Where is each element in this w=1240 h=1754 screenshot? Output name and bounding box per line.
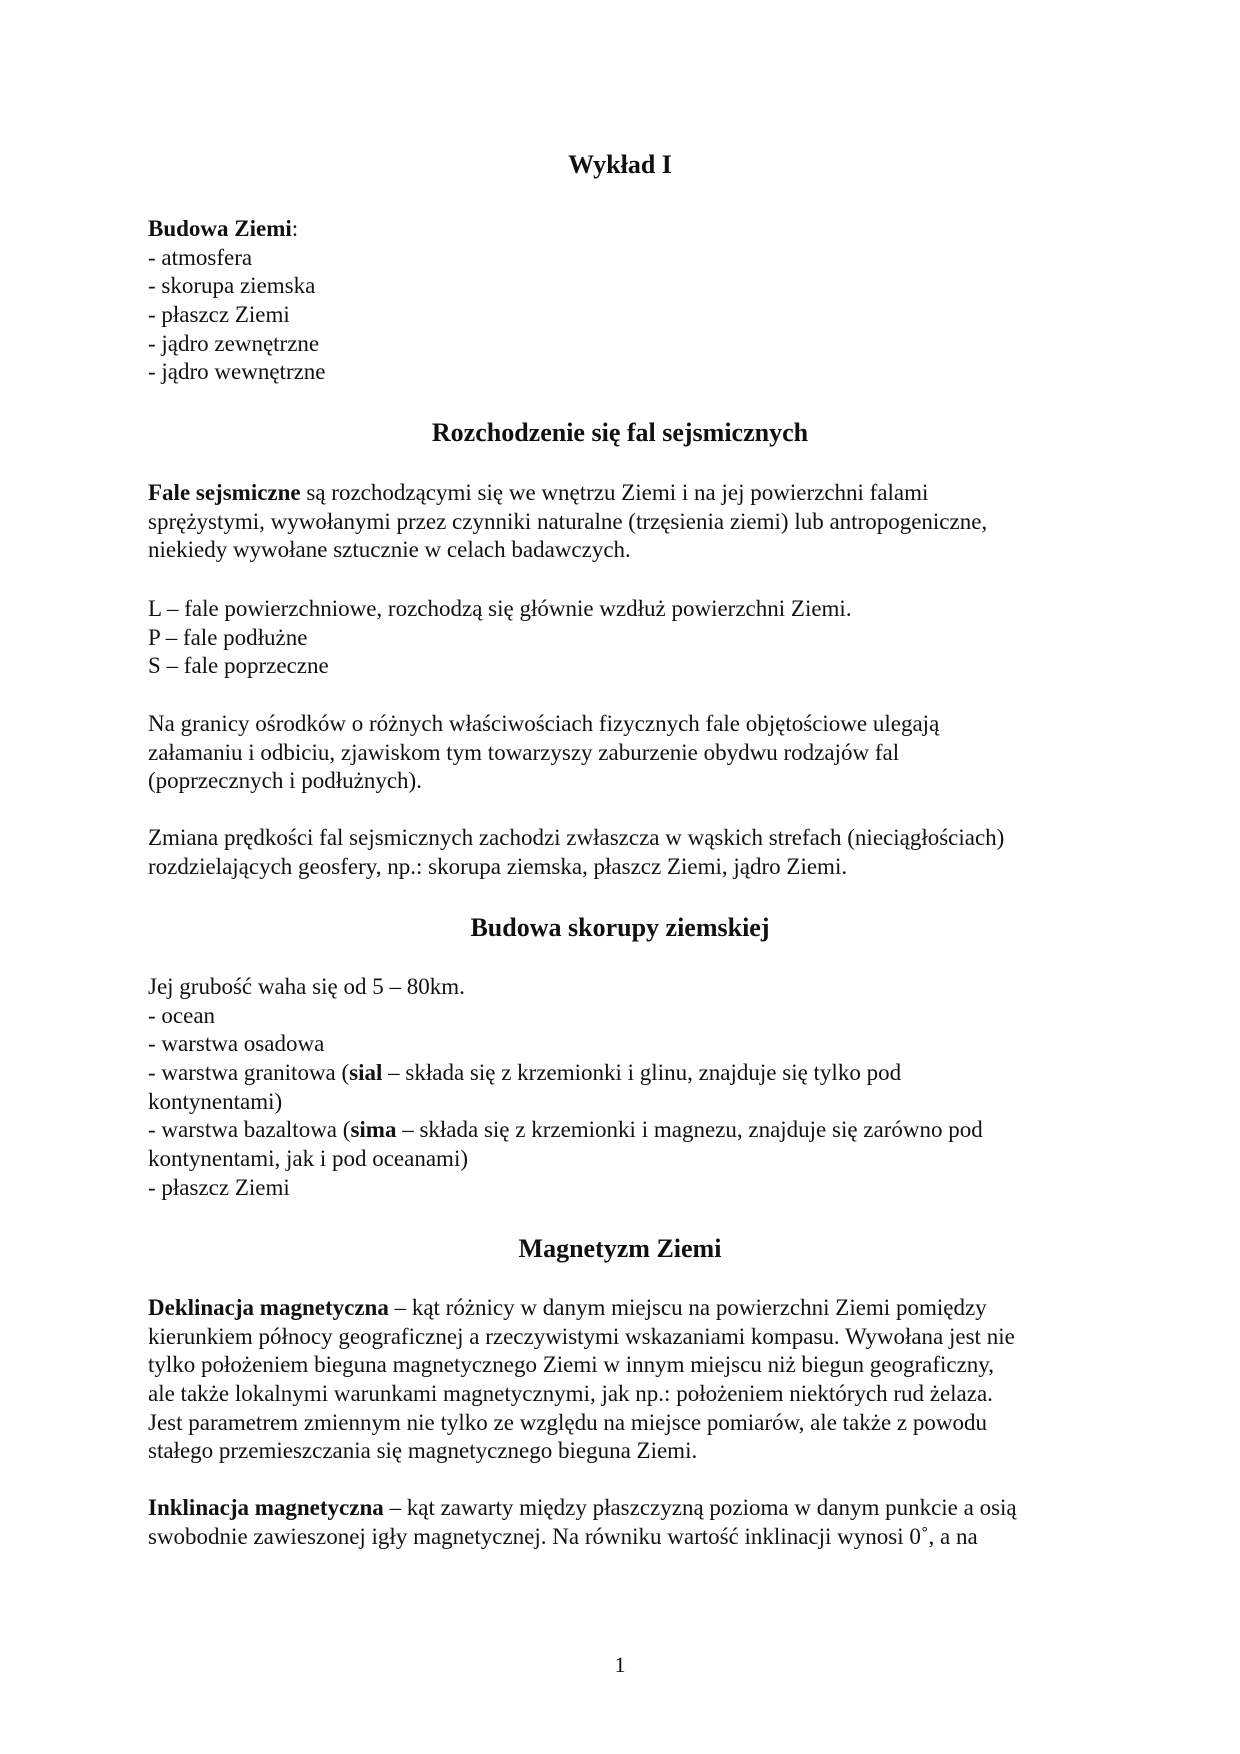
- document-title: Wykład I: [568, 150, 672, 179]
- list-item: L – fale powierzchniowe, rozchodzą się głównie wzdłuż powierzchni Ziemi.: [148, 596, 852, 621]
- list-item: - ocean: [148, 1002, 216, 1028]
- seismic-paragraph-1: Fale sejsmiczne są rozchodzącymi się we wnętrzu Ziemi i na jej powierzchni falami sprężystymi, wywołanymi przez czynniki naturalne (trzęsienia ziemi) lub antropogeniczne, niekiedy wywołane sztucznie w celach badawczych.: [148, 480, 988, 563]
- list-item: - warstwa granitowa (sial – składa się z krzemionki i glinu, znajduje się tylko pod: [148, 1060, 902, 1086]
- list-item: - jądro zewnętrzne: [148, 330, 320, 356]
- crust-section: Jej grubość waha się od 5 – 80km. - ocean - warstwa osadowa - warstwa granitowa (sial – składa się z krzemionki i glinu, znajduje się tylko pod kontynentami) - warstwa bazaltowa (sima – składa się z krzemionki i magnezu, znajduje się zarówno pod kontynentami, jak i pod oceanami) - płaszcz Ziemi: [148, 973, 983, 1203]
- list-item: - płaszcz Ziemi: [148, 1174, 290, 1200]
- list-item: P – fale podłużne: [148, 624, 308, 650]
- inclination-paragraph: Inklinacja magnetyczna – kąt zawarty między płaszczyzną pozioma w danym punkcie a osią swobodnie zawieszonej igły magnetycznej. Na równiku wartość inklinacji wynosi 0˚, a na: [148, 1495, 1017, 1549]
- section-heading-magnetism: Magnetyzm Ziemi: [518, 1234, 722, 1263]
- list-item: - skorupa ziemska: [148, 273, 316, 299]
- list-item: - jądro wewnętrzne: [148, 359, 326, 385]
- earth-structure-section: [148, 215, 326, 387]
- list-item: - atmosfera: [148, 244, 253, 270]
- wave-types-list: [148, 595, 852, 681]
- section-heading-seismic: Rozchodzenie się fal sejsmicznych: [431, 418, 809, 447]
- earth-structure-heading: Budowa Ziemi:: [148, 216, 299, 241]
- list-item: - warstwa osadowa: [148, 1031, 325, 1057]
- list-item: - warstwa bazaltowa (sima – składa się z krzemionki i magnezu, znajduje się zarówno pod: [148, 1117, 983, 1143]
- declination-paragraph: Deklinacja magnetyczna – kąt różnicy w danym miejscu na powierzchni Ziemi pomiędzy kierunkiem północy geograficznej a rzeczywistymi wskazaniami kompasu. Wywołana jest nie tylko położeniem bieguna magnetycznego Ziemi w innym miejscu niż biegun geograficzny, ale także lokalnymi warunkami magnetycznymi, jak np.: położeniem niektórych rud żelaza. Jest parametrem zmiennym nie tylko ze względu na miejsce pomiarów, ale także z powodu stałego przemieszczania się magnetycznego bieguna Ziemi.: [148, 1295, 1015, 1464]
- list-item: S – fale poprzeczne: [148, 653, 329, 679]
- section-heading-crust: Budowa skorupy ziemskiej: [470, 913, 770, 942]
- page-number: 1: [614, 1652, 626, 1677]
- seismic-paragraph-2: Na granicy ośrodków o różnych właściwościach fizycznych fale objętościowe ulegają załamaniu i odbiciu, zjawiskom tym towarzyszy zaburzenie obydwu rodzajów fal (poprzecznych i podłużnych).: [148, 711, 940, 794]
- seismic-paragraph-3: Zmiana prędkości fal sejsmicznych zachodzi zwłaszcza w wąskich strefach (nieciągłościach) rozdzielających geosfery, np.: skorupa ziemska, płaszcz Ziemi, jądro Ziemi.: [148, 825, 1005, 879]
- list-item: - płaszcz Ziemi: [148, 302, 290, 328]
